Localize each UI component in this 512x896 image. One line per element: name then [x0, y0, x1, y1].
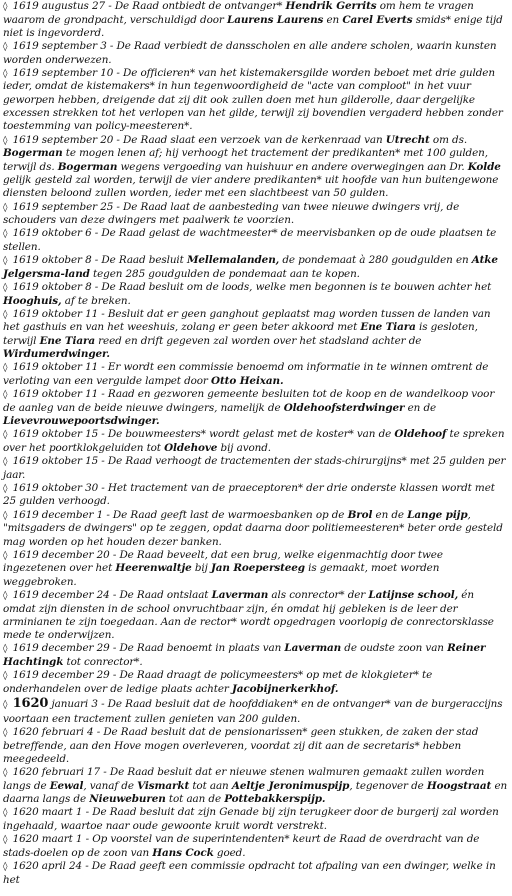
- entry-name: Utrecht: [385, 133, 430, 146]
- entry-name: Laurens Laurens: [226, 13, 324, 26]
- diamond-bullet-icon: ◊: [3, 591, 8, 601]
- entry-text: 1619 augustus 27 - De Raad ontbiedt de ontvanger*: [12, 0, 286, 12]
- diamond-bullet-icon: ◊: [3, 700, 8, 711]
- entry-name: Lange pijp: [407, 508, 468, 521]
- entry-name: Bogerman: [57, 160, 118, 173]
- entry-name: Hendrik Gerrits: [285, 0, 377, 12]
- entry-text: én omdat zijn diensten in de school onvruchtbaar zijn, én omdat hij gebleken is de leer der arminianen te zijn toegedaan. Aan de rector* wordt opgedragen voorlopig de conrectorsklasse mede te onderwijzen.: [3, 589, 494, 642]
- entry-name: Bogerman: [3, 147, 63, 160]
- diamond-bullet-icon: ◊: [3, 728, 8, 739]
- entry-text: 1619 september 3 - De Raad verbiedt de dansscholen en alle andere scholen, waarin kunsten worden onderwezen.: [3, 40, 497, 66]
- entry-name: Oldehoof: [394, 428, 447, 441]
- entry-text: bij avond.: [217, 441, 271, 454]
- entry-text: 1619 oktober 30 - Het tractement van de praeceptoren* der drie onderste klassen wordt met 25 gulden verhoogd.: [3, 481, 495, 508]
- entry-text: 1619 oktober 15 - De Raad verhoogt de tractementen der stads-chirurgijns* met 25 gulden per jaar.: [3, 455, 506, 481]
- entry-text: 1619 december 29 - De Raad draagt de policymeesters* op met de klokgieter* te onderhandelen over de ledige plaats achter: [3, 669, 433, 695]
- entry-text: januari 3 - De Raad besluit dat de hoofddiaken* en de ontvanger* van de burgeraccijns voortaan een tractement zullen genieten van 200 gulden.: [3, 698, 503, 725]
- entry-name: Latijnse school,: [368, 589, 459, 601]
- chronicle-entry: [3, 134, 508, 201]
- chronicle-entry: [3, 589, 508, 642]
- chronicle-entry: [3, 40, 508, 67]
- entry-text: goed.: [213, 846, 246, 859]
- entry-text: 1620 maart 1 - De Raad besluit dat zijn Genade bij zijn terugkeer door de burgerij zal worden ingehaald, waartoe naar oude gewoonte kruit wordt verstrekt.: [3, 806, 499, 832]
- diamond-bullet-icon: ◊: [3, 202, 8, 213]
- diamond-bullet-icon: ◊: [3, 282, 8, 293]
- entry-text: tot conrector*.: [63, 655, 143, 668]
- entry-text: 1620 april 24 - De Raad geeft een commissie opdracht tot afpaling van een dwinger, welke in het: [3, 859, 496, 886]
- entry-text: is gesloten, terwijl: [3, 321, 478, 347]
- entry-name: Pottebakkerspijp.: [224, 793, 326, 806]
- entry-name: Atke Jelgersma-land: [3, 254, 498, 280]
- entry-text: 1619 september 20 - De Raad slaat een verzoek van de kerkenraad van: [12, 133, 386, 146]
- entry-name: Laverman: [211, 589, 269, 601]
- entry-text: en de: [404, 401, 437, 414]
- entry-text: reed en drift gegeven zal worden over het stadsland achter de: [94, 334, 422, 347]
- entry-name: Carel Everts: [342, 13, 413, 26]
- entry-year-large: 1620: [12, 696, 49, 712]
- chronicle-entry: [3, 509, 508, 549]
- entry-text: , vanaf de: [83, 779, 138, 792]
- entry-text: 1619 september 10 - De officieren* van het kistemakersgilde worden beboet met drie gulden ieder, omdat de kistemakers* in hun tegenwoordigheid de "acte van comploot" in het vuur geworpen hebben, dreigende dat zij dit ook zullen doen met hun gilderolle, daar dergelijke excessen strekken tot het verlopen van het gilde, terwijl zij bovendien vergaderd hebben zonder toestemming van policy-meesteren*.: [3, 66, 503, 133]
- entry-text: wegens vergoeding van huishuur en andere overwegingen aan Dr.: [117, 160, 468, 173]
- diamond-bullet-icon: ◊: [3, 2, 8, 12]
- diamond-bullet-icon: ◊: [3, 229, 8, 240]
- entry-text: af te breken.: [61, 294, 131, 307]
- diamond-bullet-icon: ◊: [3, 808, 8, 819]
- entry-text: te mogen lenen af; hij verhoogt het tractement der predikanten* met 100 gulden, terwijl ds.: [3, 147, 488, 173]
- diamond-bullet-icon: ◊: [3, 861, 8, 872]
- diamond-bullet-icon: ◊: [3, 550, 8, 561]
- entry-text: 1619 oktober 6 - De Raad gelast de wachtmeester* de meervisbanken op de oude plaatsen te stellen.: [3, 227, 497, 253]
- diamond-bullet-icon: ◊: [3, 483, 8, 494]
- entry-text: de pondemaat à 280 goudgulden en: [279, 254, 472, 267]
- entry-text: tot aan de: [165, 793, 225, 806]
- entry-text: en: [323, 13, 343, 26]
- entry-name: Reiner Hachtingk: [3, 642, 486, 668]
- entry-text: gelijk gesteld zal worden, terwijl de vier andere predikanten* uit hoofde van hun buitengewone diensten beloond zullen worden, ieder met een slachtbeest van 50 gulden.: [3, 173, 499, 200]
- entry-name: Jacobijnerkerkhof.: [231, 682, 339, 695]
- diamond-bullet-icon: ◊: [3, 671, 8, 682]
- entry-text: 1619 oktober 11 - Er wordt een commissie benoemd om informatie in te winnen omtrent de verloting van een vergulde lampet door: [3, 361, 489, 387]
- entry-text: en daarna langs de: [3, 779, 508, 806]
- chronicle-entry: [3, 860, 508, 887]
- entry-name: Brol: [347, 508, 373, 521]
- entry-name: Ene Tiara: [39, 334, 95, 347]
- chronicle-entry: [3, 833, 508, 860]
- diamond-bullet-icon: ◊: [3, 644, 8, 655]
- entry-text: 1619 december 1 - De Raad geeft last de warmoesbanken op de: [12, 508, 348, 521]
- entry-name: Otto Heixan.: [211, 374, 284, 387]
- chronicle-entry: [3, 766, 508, 806]
- chronicle-entry: [3, 726, 508, 766]
- chronicle-entry: [3, 201, 508, 228]
- entry-text: , "mitsgaders de dwingers" op te zeggen, opdat daarna door politiemeesteren* beter orde gesteld mag worden op het houden dezer banken.: [3, 508, 503, 548]
- chronicle-entry: [3, 227, 508, 254]
- diamond-bullet-icon: ◊: [3, 68, 8, 79]
- diamond-bullet-icon: ◊: [3, 390, 8, 401]
- entry-text: 1619 september 25 - De Raad laat de aanbesteding van twee nieuwe dwingers vrij, de schouders van deze dwingers met paalwerk te voorzien.: [3, 200, 460, 227]
- entry-name: Hooghuis,: [3, 294, 62, 307]
- entry-text: 1620 februari 17 - De Raad besluit dat er nieuwe stenen walmuren gemaakt zullen worden langs de: [3, 766, 485, 792]
- entry-name: Heerenwaltje: [115, 562, 192, 575]
- entry-name: Laverman: [284, 642, 342, 655]
- entry-text: te spreken over het poortklokgeluiden tot: [3, 428, 505, 454]
- entry-text: , tegenover de: [349, 779, 427, 792]
- chronicle-entry: [3, 388, 508, 428]
- chronicle-entry: [3, 696, 508, 726]
- entry-text: 1620 februari 4 - De Raad besluit dat de pensionarissen* geen stukken, de zaken der stad betreffende, aan den Hove mogen overleveren, voordat zij dit aan de secretaris* hebben meegedeeld.: [3, 726, 479, 765]
- entry-text: bij: [191, 562, 211, 575]
- entry-name: Ene Tiara: [360, 321, 416, 334]
- diamond-bullet-icon: ◊: [3, 457, 8, 468]
- diamond-bullet-icon: ◊: [3, 135, 8, 146]
- chronicle-entry: [3, 428, 508, 455]
- entry-text: 1619 december 24 - De Raad ontslaat: [12, 589, 212, 601]
- entry-text: om hem te vragen waarom de grondpacht, verschuldigd door: [3, 0, 474, 26]
- entry-name: Mellemalanden,: [186, 254, 280, 267]
- entry-text: tegen 285 goudgulden de pondemaat aan te kopen.: [89, 267, 360, 280]
- entry-text: 1619 oktober 8 - De Raad besluit om de loods, welke men begonnen is te bouwen achter het: [12, 280, 492, 293]
- entry-name: Jan Roepersteeg: [210, 562, 305, 575]
- diamond-bullet-icon: ◊: [3, 768, 8, 779]
- entry-name: Kolde: [467, 160, 501, 173]
- entry-text: 1619 oktober 11 - Besluit dat er geen ganghout geplaatst mag worden tussen de landen van het gasthuis en van het weeshuis, zolang er geen beter akkoord met: [3, 307, 491, 334]
- diamond-bullet-icon: ◊: [3, 510, 8, 521]
- entry-text: om ds.: [429, 133, 468, 146]
- entry-text: 1619 oktober 11 - Raad en gezworen gemeente besluiten tot de koop en de wandelkoop voor de aanleg van de beide nieuwe dwingers, namelijk de: [3, 388, 495, 414]
- chronicle-entry: [3, 281, 508, 308]
- entry-text: smids* enige tijd niet is ingevorderd.: [3, 13, 503, 39]
- chronicle-entry: [3, 669, 508, 696]
- chronicle-entry: [3, 482, 508, 509]
- entry-name: Lievevrouwepoortsdwinger.: [3, 414, 160, 427]
- entry-name: Oldehove: [164, 441, 218, 454]
- entry-text: 1619 december 29 - De Raad benoemt in plaats van: [12, 642, 285, 655]
- chronicle-entry: [3, 67, 508, 134]
- entry-name: Eewal: [49, 779, 84, 792]
- entry-text: is gemaakt, moet worden weggebroken.: [3, 562, 440, 588]
- chronicle-entry: [3, 549, 508, 589]
- chronicle-entry: [3, 642, 508, 669]
- chronicle-entry: [3, 806, 508, 833]
- entry-text: en de: [372, 508, 408, 521]
- entry-text: 1619 december 20 - De Raad beveelt, dat een brug, welke eigenmachtig door twee ingezetenen over het: [3, 548, 443, 575]
- diamond-bullet-icon: ◊: [3, 42, 8, 53]
- entry-name: Oldehoofsterdwinger: [283, 401, 405, 414]
- diamond-bullet-icon: ◊: [3, 309, 8, 320]
- entry-name: Nieuweburen: [89, 793, 166, 806]
- chronicle-entry: [3, 455, 508, 482]
- entry-text: de oudste zoon van: [341, 642, 448, 655]
- entry-name: Aeltje Jeronimuspijp: [231, 779, 350, 792]
- diamond-bullet-icon: ◊: [3, 256, 8, 267]
- chronicle-entry: [3, 361, 508, 388]
- entry-name: Hans Cock: [152, 846, 214, 859]
- entry-name: Wirdumerdwinger.: [3, 347, 110, 360]
- entry-text: 1619 oktober 15 - De bouwmeesters* wordt gelast met de koster* van de: [12, 428, 395, 441]
- diamond-bullet-icon: ◊: [3, 363, 8, 374]
- entry-text: tot aan: [189, 779, 232, 792]
- entry-text: 1620 maart 1 - Op voorstel van de superintendenten* keurt de Raad de overdracht van de stads-doelen op de zoon van: [3, 833, 480, 859]
- chronicle-entry: [3, 0, 508, 40]
- diamond-bullet-icon: ◊: [3, 430, 8, 441]
- entry-name: Hoogstraat: [426, 779, 492, 792]
- entry-text: 1619 oktober 8 - De Raad besluit: [12, 254, 187, 267]
- entry-name: Vismarkt: [137, 779, 190, 792]
- chronicle-entry: [3, 254, 508, 281]
- entry-text: als conrector* der: [268, 589, 369, 601]
- diamond-bullet-icon: ◊: [3, 835, 8, 846]
- chronicle-entry: [3, 308, 508, 361]
